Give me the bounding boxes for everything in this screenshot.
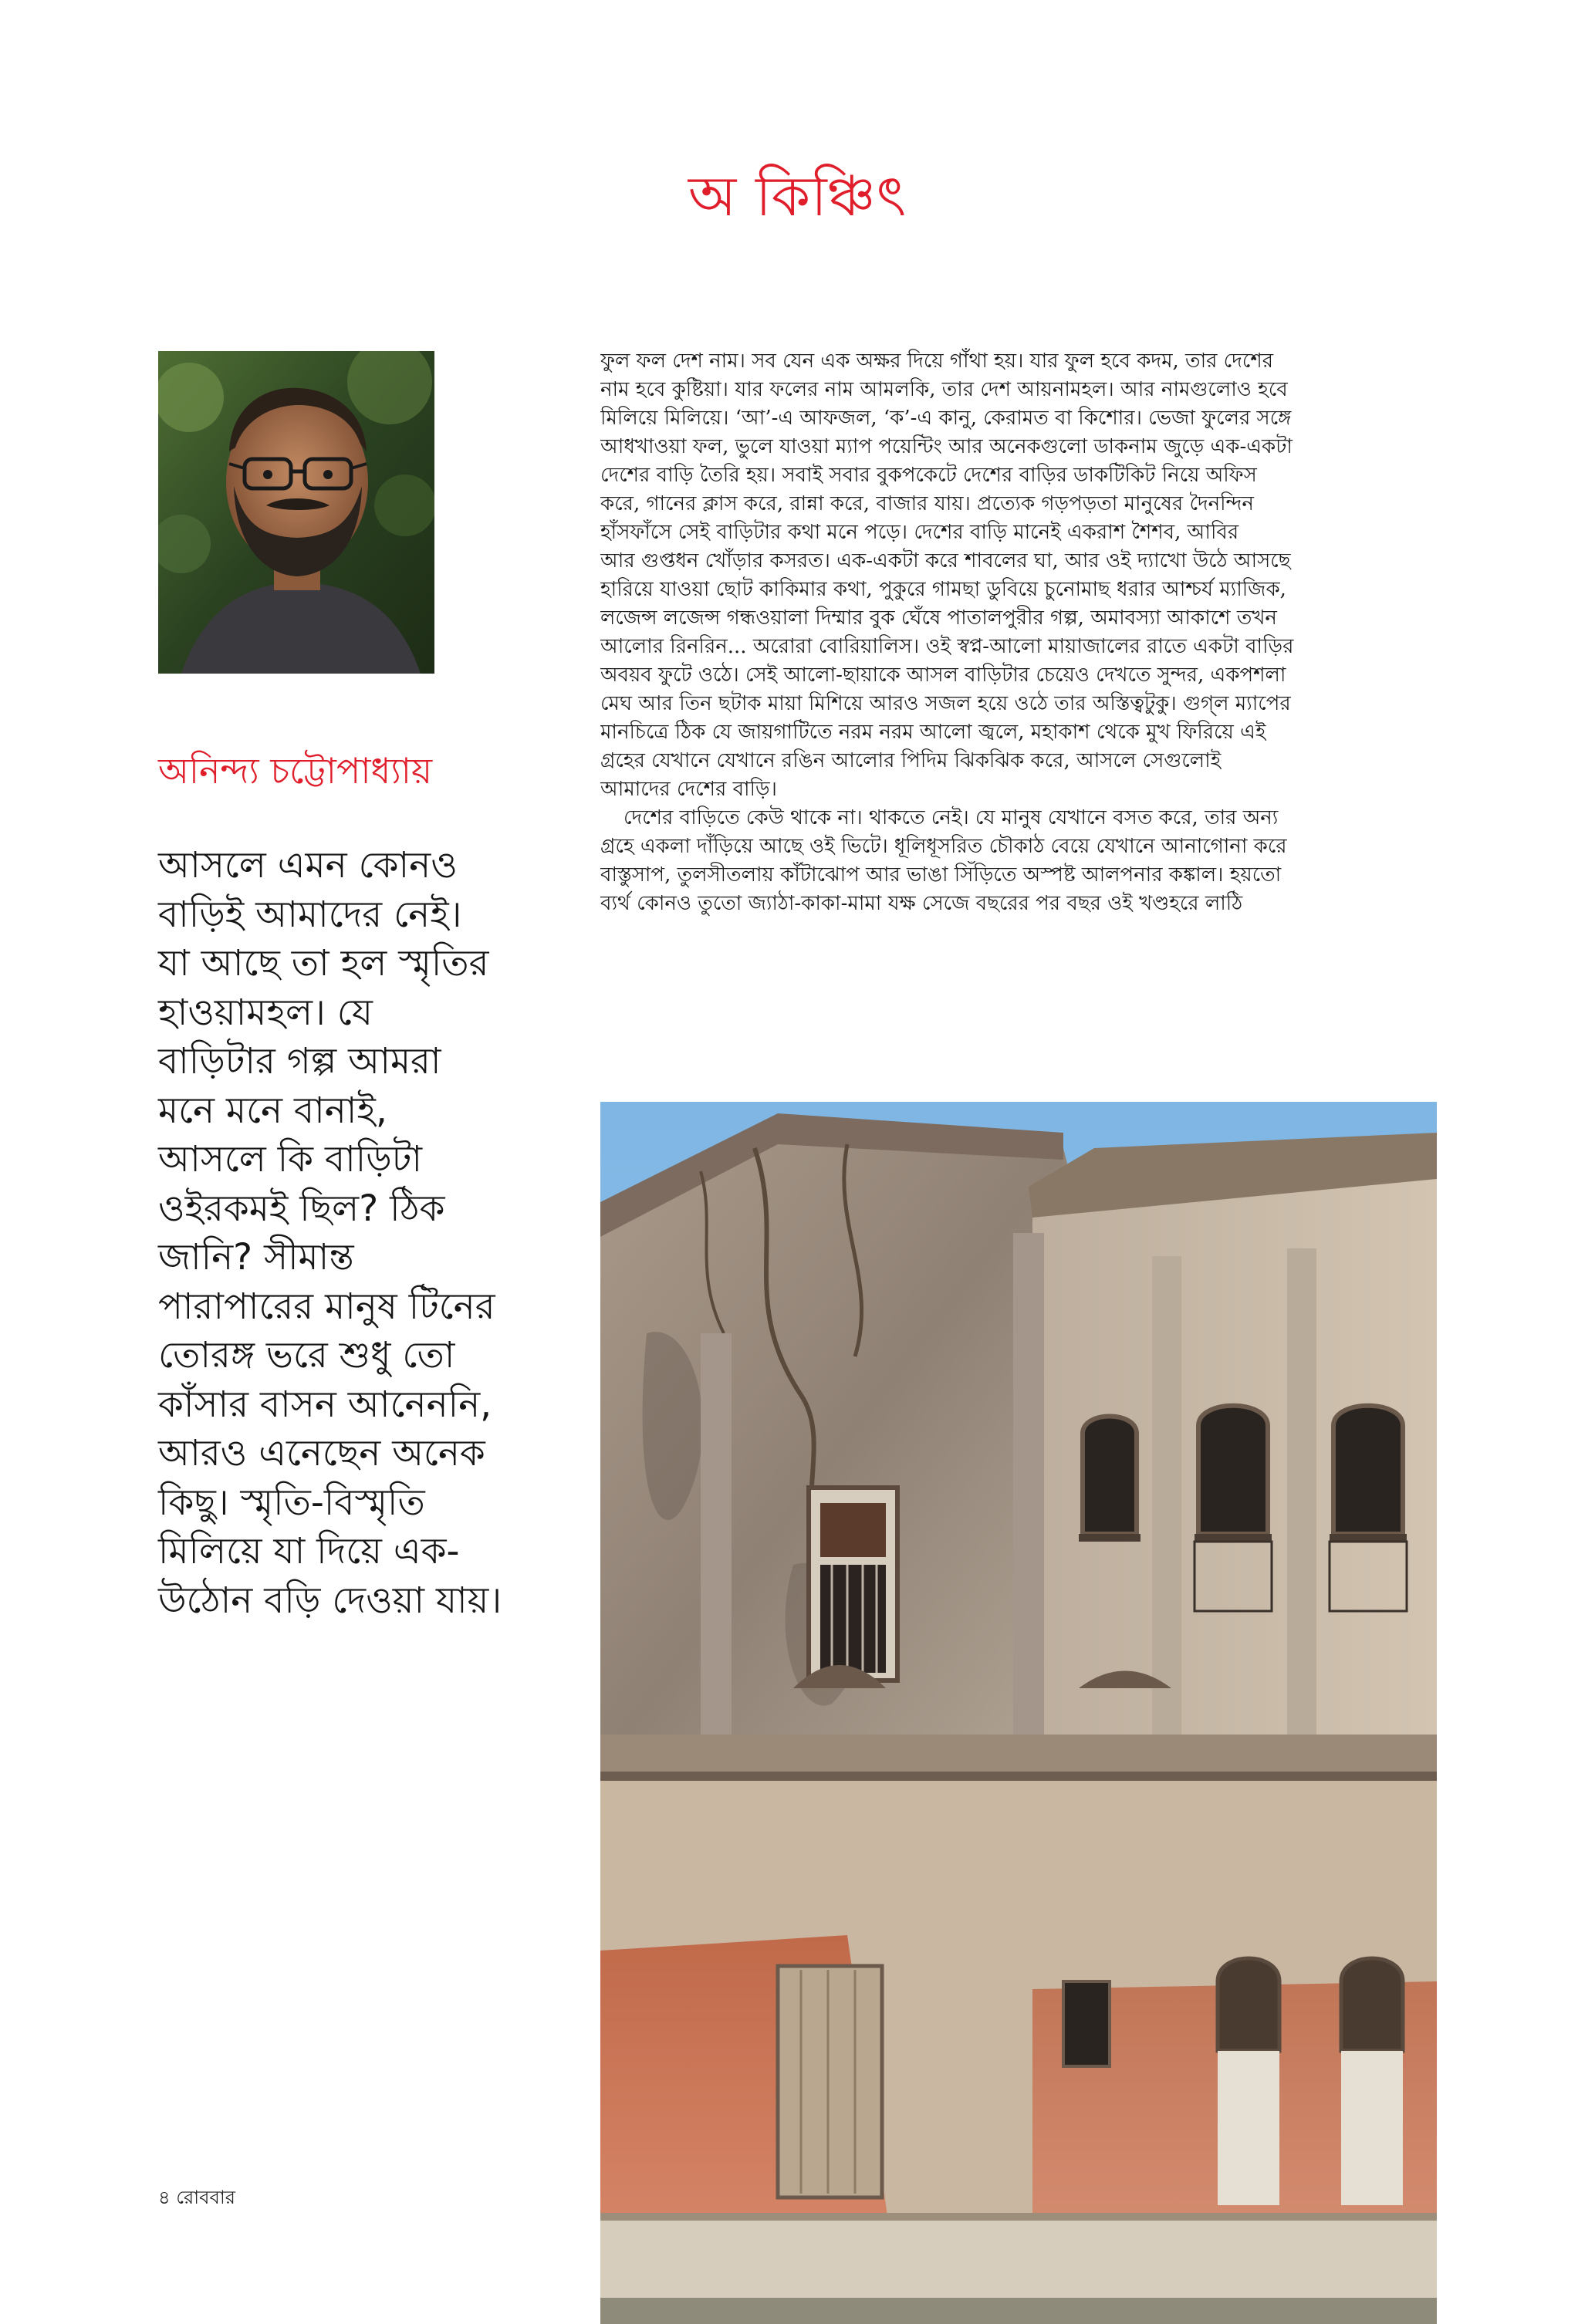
body-line: হাঁসফাঁসে সেই বাড়িটার কথা মনে পড়ে। দেশের বাড়ি মানেই একরাশ শৈশব, আবির bbox=[600, 521, 1239, 544]
pull-quote bbox=[158, 841, 579, 1625]
pull-quote-line: তোরঙ্গ ভরে শুধু তো bbox=[158, 1334, 455, 1376]
body-line: বাস্তুসাপ, তুলসীতলায় কাঁটাঝোপ আর ভাঙা সিঁড়িতে অস্পষ্ট আলপনার কঙ্কাল। হয়তো bbox=[600, 863, 1282, 887]
body-line: করে, গানের ক্লাস করে, রান্না করে, বাজার যায়। প্রত্যেক গড়পড়তা মানুষের দৈনন্দিন bbox=[600, 492, 1254, 515]
body-line: আধখাওয়া ফল, ভুলে যাওয়া ম্যাপ পয়েন্টিং আর অনেকগুলো ডাকনাম জুড়ে এক-একটা bbox=[600, 435, 1293, 458]
body-line: আলোর রিনরিন... অরোরা বোরিয়ালিস। ওই স্বপ্ন-আলো মায়াজালের রাতে একটা বাড়ির bbox=[600, 635, 1294, 658]
pull-quote-line: উঠোন বড়ি দেওয়া যায়। bbox=[158, 1579, 502, 1622]
body-line: মানচিত্রে ঠিক যে জায়গাটিতে নরম নরম আলো জ্বলে, মহাকাশ থেকে মুখ ফিরিয়ে এই bbox=[600, 721, 1266, 744]
pull-quote-line: বাড়িই আমাদের নেই। bbox=[158, 893, 462, 936]
page-folio bbox=[158, 2184, 235, 2214]
pull-quote-line: কাঁসার বাসন আনেননি, bbox=[158, 1383, 492, 1426]
pull-quote-line: ওইরকমই ছিল? ঠিক bbox=[158, 1187, 445, 1230]
body-line: দেশের বাড়ি তৈরি হয়। সবাই সবার বুকপকেটে দেশের বাড়ির ডাকটিকিট নিয়ে অফিস bbox=[600, 464, 1257, 487]
page-number: ৪ bbox=[158, 2187, 171, 2208]
body-line: মিলিয়ে মিলিয়ে। ‘আ’-এ আফজল, ‘ক’-এ কানু, কেরামত বা কিশোর। ভেজা ফুলের সঙ্গে bbox=[600, 407, 1292, 430]
pull-quote-line: মনে মনে বানাই, bbox=[158, 1089, 387, 1132]
pull-quote-line: আসলে কি বাড়িটা bbox=[158, 1138, 423, 1181]
body-line: নাম হবে কুষ্টিয়া। যার ফলের নাম আমলকি, তার দেশ আয়নামহল। আর নামগুলোও হবে bbox=[600, 378, 1288, 401]
old-house-photo bbox=[600, 1102, 1437, 2324]
pull-quote-line: হাওয়ামহল। যে bbox=[158, 991, 373, 1034]
pull-quote-line: বাড়িটার গল্প আমরা bbox=[158, 1040, 441, 1083]
magazine-name: রোববার bbox=[176, 2187, 235, 2208]
article-body bbox=[600, 347, 1434, 918]
body-line: অবয়ব ফুটে ওঠে। সেই আলো-ছায়াকে আসল বাড়িটার চেয়েও দেখতে সুন্দর, একপশলা bbox=[600, 664, 1286, 687]
author-portrait bbox=[158, 351, 434, 674]
pull-quote-line: পারাপারের মানুষ টিনের bbox=[158, 1285, 495, 1328]
body-line: ফুল ফল দেশ নাম। সব যেন এক অক্ষর দিয়ে গাঁথা হয়। যার ফুল হবে কদম, তার দেশের bbox=[600, 350, 1274, 373]
body-line: গ্রহের যেখানে যেখানে রঙিন আলোর পিদিম ঝিকঝিক করে, আসলে সেগুলোই bbox=[600, 749, 1222, 772]
pull-quote-line: জানি? সীমান্ত bbox=[158, 1236, 354, 1279]
body-line: লজেন্স লজেন্স গন্ধওয়ালা দিম্মার বুক ঘেঁষে পাতালপুরীর গল্প, অমাবস্যা আকাশে তখন bbox=[600, 606, 1277, 630]
body-line: আমাদের দেশের বাড়ি। bbox=[600, 778, 777, 801]
author-name: অনিন্দ্য চট্টোপাধ্যায় bbox=[158, 750, 433, 792]
body-line: দেশের বাড়িতে কেউ থাকে না। থাকতে নেই। যে মানুষ যেখানে বসত করে, তার অন্য bbox=[623, 806, 1279, 829]
body-line: হারিয়ে যাওয়া ছোট কাকিমার কথা, পুকুরে গামছা ডুবিয়ে চুনোমাছ ধরার আশ্চর্য ম্যাজিক, bbox=[600, 578, 1286, 601]
body-line: মেঘ আর তিন ছটাক মায়া মিশিয়ে আরও সজল হয়ে ওঠে তার অস্তিত্বটুকু। গুগ্‌ল ম্যাপের bbox=[600, 692, 1291, 715]
section-title: অ কিঞ্চিৎ bbox=[688, 164, 907, 228]
body-line: ব্যর্থ কোনও তুতো জ্যাঠা-কাকা-মামা যক্ষ সেজে বছরের পর বছর ওই খণ্ডহরে লাঠি bbox=[600, 892, 1243, 915]
pull-quote-line: কিছু। স্মৃতি-বিস্মৃতি bbox=[158, 1481, 425, 1524]
pull-quote-line: যা আছে তা হল স্মৃতির bbox=[158, 942, 489, 985]
body-line: গ্রহে একলা দাঁড়িয়ে আছে ওই ভিটে। ধূলিধূসরিত চৌকাঠ বেয়ে যেখানে আনাগোনা করে bbox=[600, 835, 1287, 858]
pull-quote-line: মিলিয়ে যা দিয়ে এক- bbox=[158, 1530, 460, 1572]
pull-quote-line: আরও এনেছেন অনেক bbox=[158, 1432, 485, 1474]
body-line: আর গুপ্তধন খোঁড়ার কসরত। এক-একটা করে শাবলের ঘা, আর ওই দ্যাখো উঠে আসছে bbox=[600, 549, 1291, 573]
pull-quote-line: আসলে এমন কোনও bbox=[158, 844, 458, 887]
